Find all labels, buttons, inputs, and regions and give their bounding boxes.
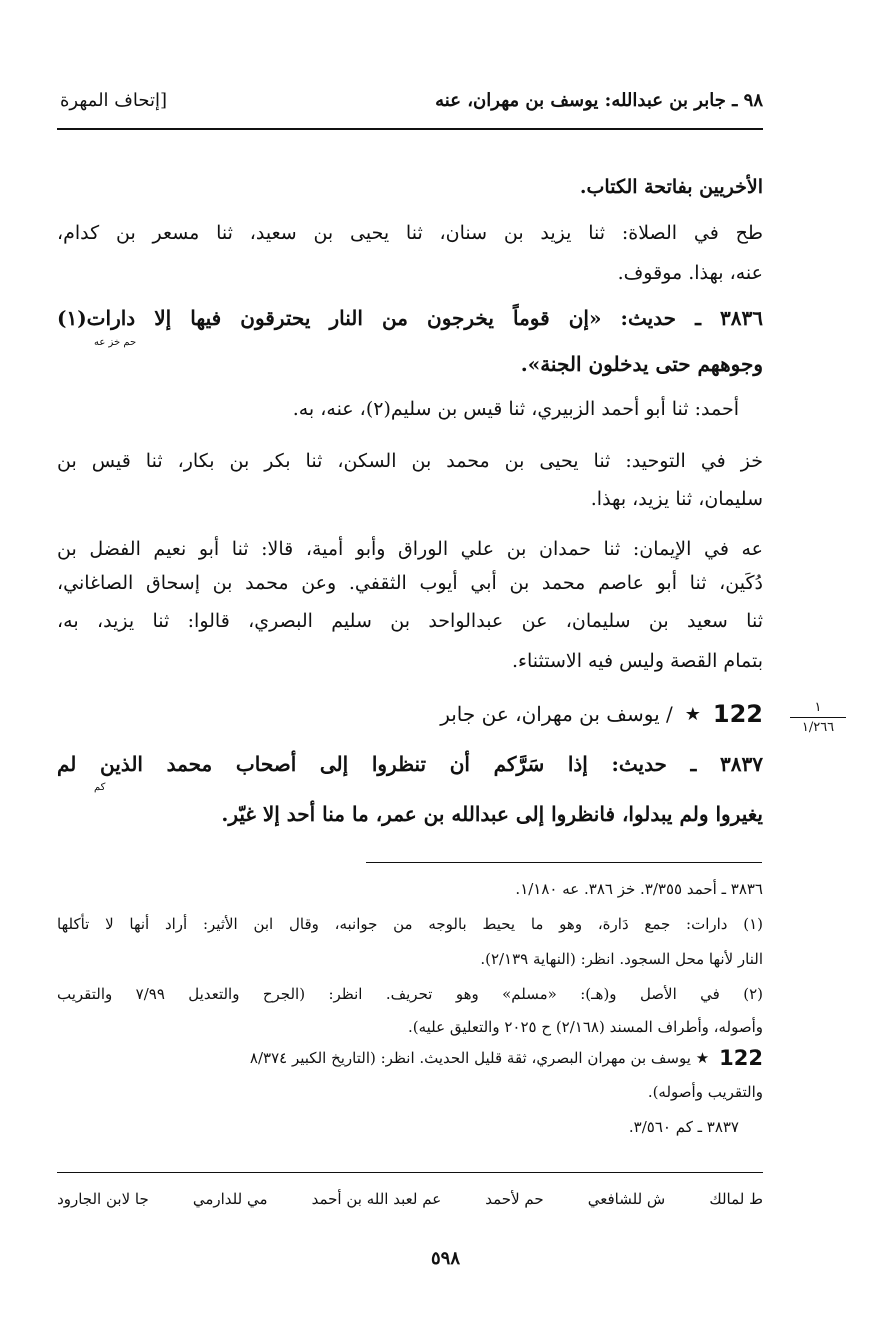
hadith-3837-heading: ٣٨٣٧ ـ حديث: إذا سَرَّكم أن تنظروا إلى أصحاب محمد الذين لم [57, 752, 764, 776]
source-markers: حم خز عه [94, 337, 137, 348]
footnote-line: ٣٨٣٦ ـ أحمد ٣/٣٥٥. خز ٣٨٦. عه ١/١٨٠. [515, 880, 763, 898]
footnote-rule [366, 862, 762, 863]
section-heading [440, 700, 763, 728]
abbreviation-item: ش للشافعي [587, 1190, 666, 1208]
text-line: ثنا سعيد بن سليمان، عن عبدالواحد بن سليم البصري، قالوا: ثنا يزيد، به، [57, 610, 763, 632]
header-rule [57, 128, 763, 130]
running-header-right: ٩٨ ـ جابر بن عبدالله: يوسف بن مهران، عنه [435, 90, 763, 111]
footnote-text: ★ يوسف بن مهران البصري، ثقة قليل الحديث. انظر: (التاريخ الكبير ٨/٣٧٤ [249, 1049, 710, 1067]
text-line: عه في الإيمان: ثنا حمدان بن علي الوراق وأبو أمية، قالا: ثنا أبو نعيم الفضل بن [57, 538, 763, 560]
text-line: دُكَين، ثنا أبو عاصم محمد بن أبي أيوب الثقفي. وعن محمد بن إسحاق الصاغاني، [57, 572, 763, 594]
footnote-line: (٢) في الأصل و(هـ): «مسلم» وهو تحريف. انظر: (الجرح والتعديل ٧/٩٩ والتقريب [57, 985, 763, 1003]
abbreviation-key [57, 1190, 763, 1214]
footnote-line: (١) دارات: جمع دَارة، وهو ما يحيط بالوجه من جوانبه، وقال ابن الأثير: أراد أنها لا تأكلها [57, 915, 763, 933]
running-header-left: [إتحاف المهرة [60, 90, 168, 111]
footnote-line: والتقريب وأصوله). [647, 1083, 763, 1101]
text-line: بتمام القصة وليس فيه الاستثناء. [512, 650, 763, 672]
footnote-line: وأصوله، وأطراف المسند (٢/١٦٨) ح ٢٠٢٥ والتعليق عليه). [407, 1018, 763, 1036]
abbreviation-item: ط لمالك [709, 1190, 763, 1208]
text-line: الأخريين بفاتحة الكتاب. [579, 176, 763, 198]
footnote-section-number: 122 [719, 1046, 763, 1070]
section-number: 122 [712, 700, 763, 728]
hadith-3836-heading: ٣٨٣٦ ـ حديث: «إن قوماً يخرجون من النار يحترقون فيها إلا دارات(١) [57, 306, 763, 330]
page-number: ٥٩٨ [430, 1248, 460, 1269]
text-line: طح في الصلاة: ثنا يزيد بن سنان، ثنا يحيى بن سعيد، ثنا مسعر بن كدام، [57, 222, 763, 244]
source-markers: كم [94, 782, 106, 793]
abbreviation-item: مي للدارمي [192, 1190, 268, 1208]
star-icon: ★ [684, 703, 701, 725]
footnote-line: ٣٨٣٧ ـ كم ٣/٥٦٠. [628, 1118, 739, 1136]
footnote-line [57, 1046, 763, 1070]
footnote-line: النار لأنها محل السجود. انظر: (النهاية ٢/١٣٩). [480, 950, 763, 968]
abbreviation-item: حم لأحمد [485, 1190, 544, 1208]
text-line: خز في التوحيد: ثنا يحيى بن محمد بن السكن، ثنا بكر بن بكار، ثنا قيس بن [57, 450, 763, 472]
margin-ref-rule [790, 717, 846, 718]
margin-ref-top: ١ [814, 700, 822, 715]
section-title: / يوسف بن مهران، عن جابر [440, 702, 673, 726]
margin-ref-bottom: ١/٢٦٦ [801, 720, 835, 735]
text-line: أحمد: ثنا أبو أحمد الزبيري، ثنا قيس بن سليم(٢)، عنه، به. [292, 398, 739, 420]
text-line: عنه، بهذا. موقوف. [617, 262, 763, 284]
abbreviation-item: جا لابن الجارود [57, 1190, 149, 1208]
text-line: سليمان، ثنا يزيد، بهذا. [590, 488, 763, 510]
hadith-3836-continuation: وجوههم حتى يدخلون الجنة». [520, 352, 763, 376]
abbreviation-item: عم لعبد الله بن أحمد [311, 1190, 442, 1208]
abbreviations-rule [57, 1172, 763, 1173]
hadith-3837-continuation: يغيروا ولم يبدلوا، فانظروا إلى عبدالله بن عمر، ما منا أحد إلا غيّر. [221, 802, 763, 826]
margin-reference [790, 700, 846, 735]
